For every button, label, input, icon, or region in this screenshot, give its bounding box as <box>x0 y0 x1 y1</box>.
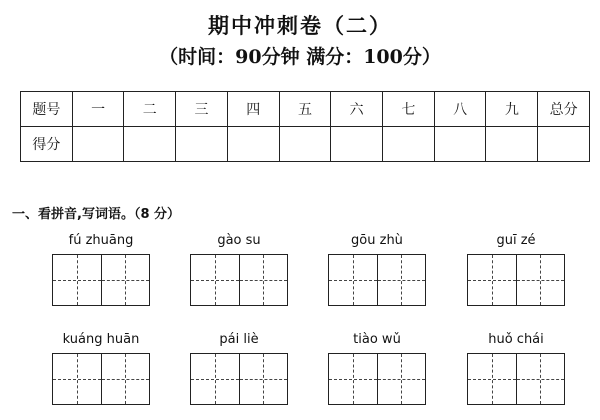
pinyin-label: kuáng huān <box>62 332 140 347</box>
score-header-cell: 四 <box>227 92 279 127</box>
page-subtitle: （时间：90分钟 满分：100分） <box>159 46 441 68</box>
score-entry-cell[interactable] <box>486 127 538 162</box>
pinyin-label: pái liè <box>219 332 259 347</box>
score-header-cell: 九 <box>486 92 538 127</box>
score-header-cell: 八 <box>434 92 486 127</box>
score-entry-cell[interactable] <box>279 127 331 162</box>
tianzige-boxes[interactable] <box>190 254 288 306</box>
score-header-cell: 六 <box>331 92 383 127</box>
writing-cell[interactable] <box>101 354 150 404</box>
writing-cell[interactable] <box>468 354 516 404</box>
tianzige-boxes[interactable] <box>52 353 150 405</box>
writing-cell[interactable] <box>468 255 516 305</box>
pinyin-label: fú zhuāng <box>68 233 134 248</box>
score-entry-cell[interactable] <box>124 127 176 162</box>
tianzige-boxes[interactable] <box>52 254 150 306</box>
tianzige-boxes[interactable] <box>190 353 288 405</box>
score-table <box>20 91 590 162</box>
writing-cell[interactable] <box>377 255 426 305</box>
writing-cell[interactable] <box>53 354 101 404</box>
section-heading: 一、看拼音,写词语。（8 分） <box>12 207 181 222</box>
score-entry-cell[interactable] <box>538 127 590 162</box>
pinyin-label: guī zé <box>496 233 536 248</box>
score-entry-cell[interactable] <box>176 127 228 162</box>
writing-cell[interactable] <box>239 354 288 404</box>
score-header-cell: 二 <box>124 92 176 127</box>
score-entry-row <box>21 127 590 162</box>
writing-cell[interactable] <box>516 354 565 404</box>
pinyin-label: tiào wǔ <box>353 332 401 347</box>
writing-cell[interactable] <box>329 255 377 305</box>
score-row-label: 得分 <box>21 127 73 162</box>
score-header-cell: 七 <box>383 92 435 127</box>
score-header-cell: 一 <box>72 92 124 127</box>
score-header-cell: 题号 <box>21 92 73 127</box>
writing-cell[interactable] <box>191 255 239 305</box>
writing-cell[interactable] <box>53 255 101 305</box>
writing-cell[interactable] <box>516 255 565 305</box>
tianzige-boxes[interactable] <box>328 353 426 405</box>
tianzige-boxes[interactable] <box>467 353 565 405</box>
writing-cell[interactable] <box>239 255 288 305</box>
writing-cell[interactable] <box>377 354 426 404</box>
pinyin-label: huǒ chái <box>488 332 544 347</box>
score-header-cell: 五 <box>279 92 331 127</box>
score-header-cell: 三 <box>176 92 228 127</box>
tianzige-boxes[interactable] <box>467 254 565 306</box>
writing-cell[interactable] <box>329 354 377 404</box>
page-title: 期中冲刺卷（二） <box>208 13 392 38</box>
score-entry-cell[interactable] <box>227 127 279 162</box>
score-entry-cell[interactable] <box>331 127 383 162</box>
score-header-cell: 总分 <box>538 92 590 127</box>
pinyin-label: gōu zhù <box>351 233 403 248</box>
writing-cell[interactable] <box>191 354 239 404</box>
writing-cell[interactable] <box>101 255 150 305</box>
tianzige-boxes[interactable] <box>328 254 426 306</box>
score-entry-cell[interactable] <box>434 127 486 162</box>
score-entry-cell[interactable] <box>383 127 435 162</box>
score-entry-cell[interactable] <box>72 127 124 162</box>
pinyin-label: gào su <box>217 233 261 248</box>
score-header-row <box>21 92 590 127</box>
